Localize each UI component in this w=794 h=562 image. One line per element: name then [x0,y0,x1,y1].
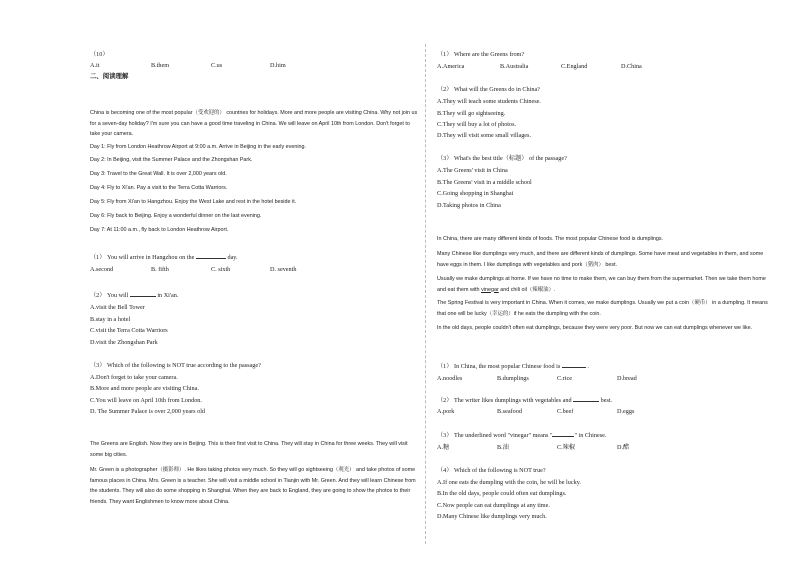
passage3-paragraph-5: In the old days, people couldn't often eat dumplings, because they were very poor. But now we can eat dumplings whenever we like. [437,325,753,331]
p3-q3-option-c[interactable]: C.辣椒 [557,444,576,451]
p2-q3-option-c[interactable]: C.Going shopping in Shanghai [437,190,514,197]
p1-q1-option-a[interactable]: A.second [90,266,114,273]
p1-q3-option-c[interactable]: C.You will leave on April 10th from London. [90,397,202,404]
p3-question-2-stem: （2） The writer likes dumplings with vegetables and best. [437,397,613,404]
passage3-paragraph-4: The Spring Festival is very important in China. When it comes, we make dumplings. Usually we put a coin（硬币） in a dumpling. It means that one will be lucky（幸运的）if he eats the dumpling with the coin. [437,300,768,317]
p2-q1-option-d[interactable]: D.China [621,63,642,70]
p3-q3-option-d[interactable]: D.醋 [617,444,630,451]
p2-question-1-stem: （1） Where are the Greens from? [437,51,525,58]
q10-option-a[interactable]: A.it [90,62,100,69]
p1-question-1-stem: （1） You will arrive in Hangzhou on the day. [90,254,238,261]
q10-option-c[interactable]: C.us [211,62,223,69]
p1-q1-option-c[interactable]: C. sixth [211,266,231,273]
passage1-intro: China is becoming one of the most popular（受欢迎的） countries for holidays. More and more people are visiting China. Why not join us for a seven-day holiday? I'm sure you can have a good time traveling in China. We will leave on April 10th from London. Don't forget to take your camera. [90,110,418,137]
p1-q1-answer-blank[interactable] [196,258,226,259]
p2-q1-option-a[interactable]: A.America [437,63,465,70]
q10-option-b[interactable]: B.them [151,62,170,69]
q10-option-d[interactable]: D.him [270,62,286,69]
p3-q4-option-d[interactable]: D.Many Chinese like dumplings very much. [437,513,547,520]
underlined-word-vinegar: vinegar [481,286,499,293]
p1-q2-option-c[interactable]: C.visit the Terra Cotta Warriors [90,327,168,334]
passage2-paragraph-2: Mr. Green is a photographer（摄影师）. He likes taking photos very much. So they will go sightseeing（观光） and take photos of some famous places in China. Mrs. Green is a teacher. She will visit a middle school in Tianjin with Mr. Green. And they will learn Chinese from the students. They will also do some shopping in Shanghai. When they are back to England, they are going to show the photos to their friends. They want Englishmen to know more about China. [90,467,416,505]
p1-q2-answer-blank[interactable] [130,296,156,297]
p1-q3-option-d[interactable]: D. The Summer Palace is over 2,000 years old [90,408,206,415]
passage1-day-2: Day 2: In Beijing, visit the Summer Palace and the Zhongshan Park. [90,157,253,163]
p2-q1-option-c[interactable]: C.England [561,63,588,70]
p3-q3-option-b[interactable]: B.油 [497,444,509,451]
p1-q2-option-d[interactable]: D.visit the Zhongshan Park [90,339,158,346]
p3-q4-option-b[interactable]: B.In the old days, people could often eat dumplings. [437,490,567,497]
p3-q1-option-d[interactable]: D.bread [617,375,637,382]
passage1-day-1: Day 1: Fly from London Heathrow Airport at 9:00 a.m. Arrive in Beijing in the early evening. [90,144,307,150]
passage2-paragraph-1: The Greens are English. Now they are in Beijing. This is their first visit to China. They will stay in China for three weeks. They will visit some big cities. [90,441,408,458]
p3-q2-answer-blank[interactable] [573,401,599,402]
passage1-day-3: Day 3: Travel to the Great Wall. It is over 2,000 years old. [90,171,227,177]
passage3-paragraph-3: Usually we make dumplings at home. If we have no time to make them, we can buy them from the supermarket. Then we take them home and eat them with vinegar and chili oil（辣椒油）. [437,276,766,293]
p2-question-3-stem: （3） What's the best title（标题） of the passage? [437,155,567,162]
p3-q1-option-a[interactable]: A.noodles [437,375,463,382]
p2-q3-option-d[interactable]: D.Taking photos in China [437,202,501,209]
p3-q3-option-a[interactable]: A.糖 [437,444,450,451]
p3-q2-option-a[interactable]: A.pork [437,408,455,415]
p1-q1-option-d[interactable]: D. seventh [270,266,297,273]
p1-q3-option-b[interactable]: B.More and more people are visiting China. [90,385,199,392]
p2-q2-option-a[interactable]: A.They will teach some students Chinese. [437,98,541,105]
p3-q1-answer-blank[interactable] [562,367,586,368]
p3-q2-option-b[interactable]: B.seafood [497,408,522,415]
p2-q2-option-c[interactable]: C.They will buy a lot of photos. [437,121,517,128]
p2-q2-option-b[interactable]: B.They will go sightseeing. [437,110,506,117]
p3-question-4-stem: （4） Which of the following is NOT true? [437,467,546,474]
passage1-day-5: Day 5: Fly from Xi'an to Hangzhou. Enjoy the West Lake and rest in the hotel beside it. [90,199,297,205]
passage1-day-7: Day 7: At 11:00 a.m., fly back to London Heathrow Airport. [90,227,229,233]
p1-q2-option-a[interactable]: A.visit the Bell Tower [90,304,145,311]
question-10-number: （10） [90,51,109,58]
p3-q3-answer-blank[interactable] [552,436,574,437]
passage1-day-4: Day 4: Fly to Xi'an. Pay a visit to the Terra Cotta Warriors. [90,185,228,191]
column-divider [425,44,426,544]
p1-q3-option-a[interactable]: A.Don't forget to take your camera. [90,374,178,381]
section-heading-reading: 二、阅读理解 [90,73,129,80]
p2-q3-option-b[interactable]: B.The Greens' visit in a middle school [437,179,532,186]
passage1-day-6: Day 6: Fly back to Beijing. Enjoy a wonderful dinner on the last evening. [90,213,262,219]
p1-question-3-stem: （3） Which of the following is NOT true according to the passage? [90,362,261,369]
p3-q4-option-a[interactable]: A.If one eats the dumpling with the coin, he will be lucky. [437,479,581,486]
p3-question-3-stem: （3） The underlined word "vinegar" means " " in Chinese. [437,432,607,439]
p2-q3-option-a[interactable]: A.The Greens' visit in China [437,167,508,174]
p2-q1-option-b[interactable]: B.Australia [500,63,529,70]
p3-q1-option-c[interactable]: C.rice [557,375,572,382]
p1-q1-option-b[interactable]: B. fifth [151,266,169,273]
p2-q2-option-d[interactable]: D.They will visit some small villages. [437,132,532,139]
p3-question-1-stem: （1） In China, the most popular Chinese food is . [437,363,589,370]
p3-q4-option-c[interactable]: C.Now people can eat dumplings at any time. [437,502,550,509]
passage3-paragraph-2: Many Chinese like dumplings very much, and there are different kinds of dumplings. Some have meat and vegetables in them, and some have eggs in them. I like dumplings with vegetables and pork（猪肉） best. [437,251,764,268]
p1-question-2-stem: （2） You will in Xi'an. [90,292,179,299]
passage3-paragraph-1: In China, there are many different kinds of foods. The most popular Chinese food is dumplings. [437,236,664,242]
p3-q2-option-d[interactable]: D.eggs [617,408,635,415]
p3-q2-option-c[interactable]: C.beef [557,408,574,415]
p2-question-2-stem: （2） What will the Greens do in China? [437,86,540,93]
p1-q2-option-b[interactable]: B.stay in a hotel [90,316,131,323]
p3-q1-option-b[interactable]: B.dumplings [497,375,529,382]
